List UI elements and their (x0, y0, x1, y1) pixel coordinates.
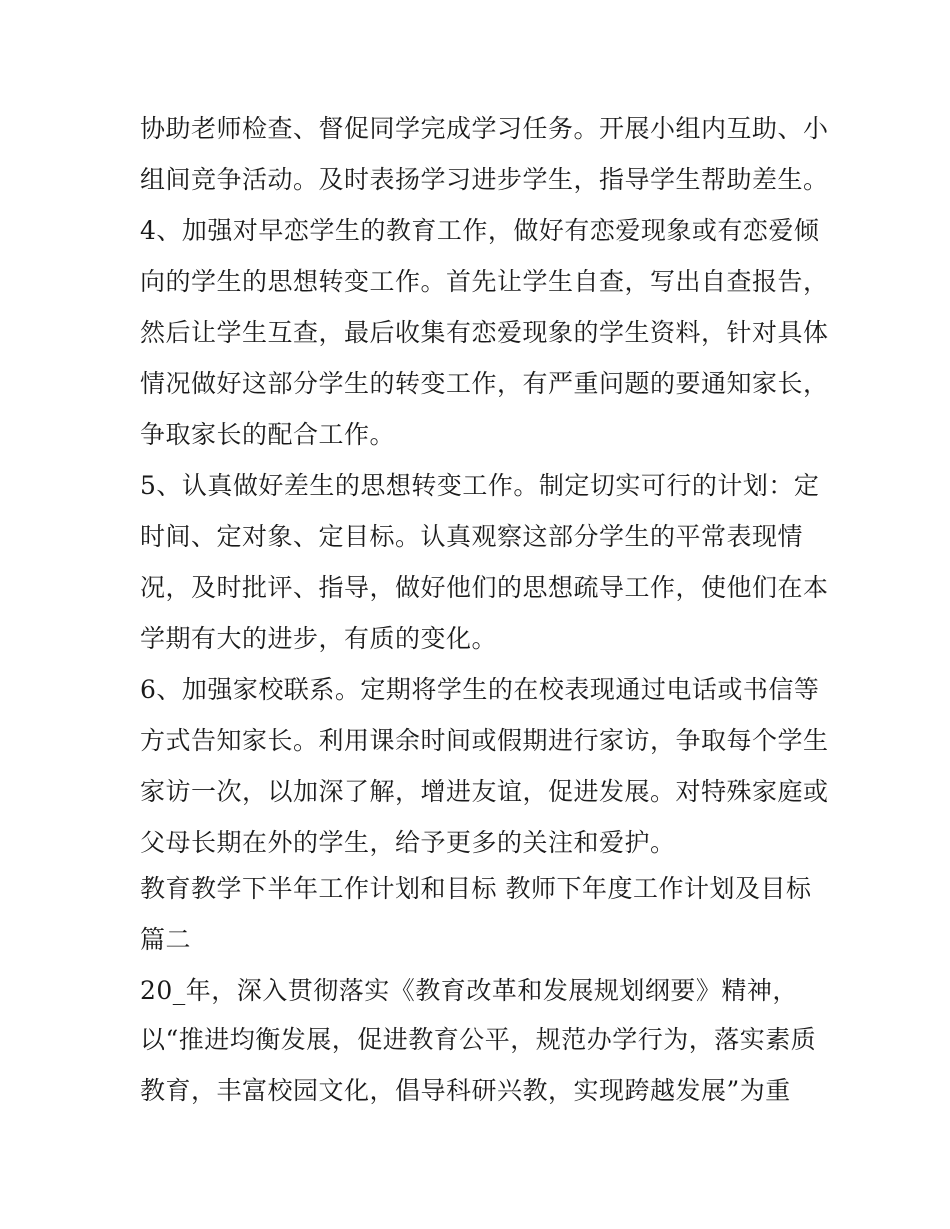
paragraph-line: 4、加强对早恋学生的教育工作，做好有恋爱现象或有恋爱倾 (140, 216, 820, 245)
paragraph-line: 父母长期在外的学生，给予更多的关注和爱护。 (140, 828, 676, 857)
paragraph-line: 协助老师检查、督促同学完成学习任务。开展小组内互助、小 (140, 114, 829, 143)
paragraph-line: 争取家长的配合工作。 (140, 420, 396, 449)
paragraph-line: 家访一次，以加深了解，增进友谊，促进发展。对特殊家庭或 (140, 777, 829, 806)
section-heading-line: 教育教学下半年工作计划和目标 教师下年度工作计划及目标 (140, 874, 812, 903)
paragraph-line: 向的学生的思想转变工作。首先让学生自查，写出自查报告， (140, 267, 829, 296)
paragraph-line: 教育，丰富校园文化，倡导科研兴教，实现跨越发展”为重 (140, 1076, 791, 1105)
paragraph-line: 方式告知家长。利用课余时间或假期进行家访，争取每个学生 (140, 726, 829, 755)
paragraph-line: 组间竞争活动。及时表扬学习进步学生，指导学生帮助差生。 (140, 165, 829, 194)
paragraph-line: 以“推进均衡发展，促进教育公平，规范办学行为，落实素质 (140, 1025, 817, 1054)
section-heading-line: 篇二 (140, 925, 192, 954)
paragraph-line: 学期有大的进步，有质的变化。 (140, 624, 498, 653)
paragraph-line: 况，及时批评、指导，做好他们的思想疏导工作，使他们在本 (140, 573, 829, 602)
paragraph-line: 6、加强家校联系。定期将学生的在校表现通过电话或书信等 (140, 675, 820, 704)
paragraph-line: 时间、定对象、定目标。认真观察这部分学生的平常表现情 (140, 522, 804, 551)
paragraph-line: 情况做好这部分学生的转变工作，有严重问题的要通知家长， (140, 369, 829, 398)
paragraph-line: 5、认真做好差生的思想转变工作。制定切实可行的计划：定 (140, 471, 820, 500)
paragraph-line: 然后让学生互查，最后收集有恋爱现象的学生资料，针对具体 (140, 318, 829, 347)
paragraph-line: 20_年，深入贯彻落实《教育改革和发展规划纲要》精神， (140, 976, 798, 1005)
